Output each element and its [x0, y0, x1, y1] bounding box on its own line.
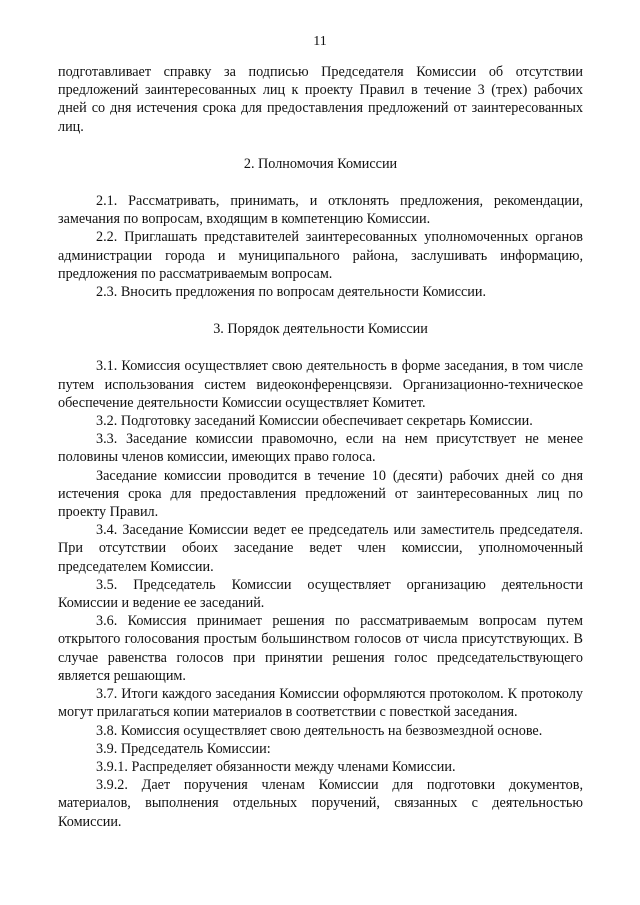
clause-2-1: 2.1. Рассматривать, принимать, и отклонять предложения, рекомендации, замечания по вопросам, входящим в компетенцию Комиссии.: [58, 193, 583, 228]
clause-3-7: 3.7. Итоги каждого заседания Комиссии оформляются протоколом. К протоколу могут прилагаться копии материалов в соответствии с повесткой заседания.: [58, 686, 583, 721]
clause-3-3-continued: Заседание комиссии проводится в течение 10 (десяти) рабочих дней со дня истечения срока для предоставления предложений от заинтересованных лиц по проекту Правил.: [58, 467, 583, 521]
clause-3-9-2: 3.9.2. Дает поручения членам Комиссии для подготовки документов, материалов, выполнения отдельных поручений, связанных с деятельностью Комиссии.: [58, 777, 583, 830]
intro-paragraph: подготавливает справку за подписью Председателя Комиссии об отсутствии предложений заинтересованных лиц к проекту Правил в течение 3 (трех) рабочих дней со дня истечения срока для предоставления предложений от заинтересованных лиц.: [58, 64, 583, 135]
clause-3-1: 3.1. Комиссия осуществляет свою деятельность в форме заседания, в том числе путем использования систем видеоконференцсвязи. Организационно-техническое обеспечение деятельности Комиссии осуществляет Комитет.: [58, 358, 583, 411]
clause-3-2: 3.2. Подготовку заседаний Комиссии обеспечивает секретарь Комиссии.: [96, 413, 533, 430]
clause-3-9-1: 3.9.1. Распределяет обязанности между членами Комиссии.: [96, 758, 456, 775]
clause-2-3: 2.3. Вносить предложения по вопросам деятельности Комиссии.: [96, 284, 487, 301]
clause-3-5: 3.5. Председатель Комиссии осуществляет организацию деятельности Комиссии и ведение ее заседаний.: [58, 576, 583, 612]
clause-3-9: 3.9. Председатель Комиссии:: [96, 740, 271, 757]
clause-3-6: 3.6. Комиссия принимает решения по рассматриваемым вопросам путем открытого голосования простым большинством голосов от числа присутствующих. В случае равенства голосов при принятии решения голос председательствующего является решающим.: [58, 613, 583, 684]
clause-2-2: 2.2. Приглашать представителей заинтересованных уполномоченных органов администрации города и муниципального района, заслушивать информацию, предложения по рассматриваемым вопросам.: [58, 229, 583, 282]
page-number: 11: [313, 34, 327, 49]
clause-3-8: 3.8. Комиссия осуществляет свою деятельность на безвозмездной основе.: [96, 722, 543, 739]
clause-3-4: 3.4. Заседание Комиссии ведет ее председатель или заместитель председателя. При отсутствии обоих заседание ведет член комиссии, уполномоченный председателем Комиссии.: [58, 522, 583, 575]
clause-3-3: 3.3. Заседание комиссии правомочно, если на нем присутствует не менее половины членов комиссии, имеющих право голоса.: [58, 431, 583, 466]
section-2-heading: 2. Полномочия Комиссии: [243, 155, 398, 172]
document-body: [58, 63, 583, 831]
section-3-heading: 3. Порядок деятельности Комиссии: [213, 321, 428, 338]
